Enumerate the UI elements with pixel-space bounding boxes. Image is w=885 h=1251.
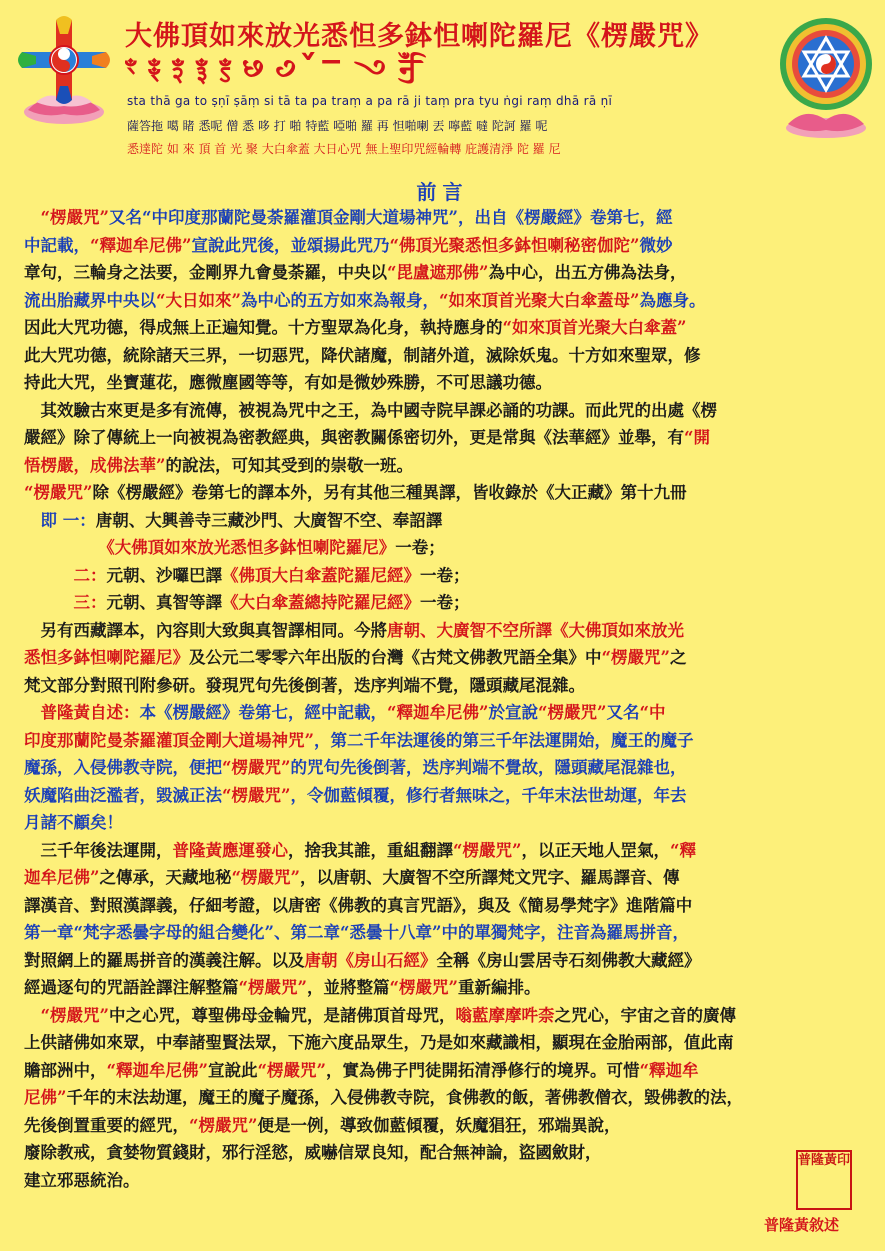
text-segment: “釋迦牟: [639, 1060, 699, 1080]
text-segment: 梵文部分對照刊附參研。發現咒句先後倒著，迭序判端不覺，隱頭藏尾混雜。: [24, 675, 585, 695]
text-segment: “楞嚴咒”: [257, 1060, 326, 1080]
text-segment: 先後倒置重要的經咒，: [24, 1115, 189, 1135]
text-segment: “楞嚴咒”: [231, 868, 300, 887]
text-segment: 的說法，可知其受到的崇敬一班。: [165, 455, 413, 475]
text-segment: “楞嚴咒”: [601, 648, 670, 667]
text-segment: 月諸不顧矣！: [24, 813, 123, 832]
text-line: [24, 534, 864, 562]
text-segment: “楞嚴咒”: [24, 483, 93, 502]
text-segment: 唐朝、大廣智不空所譯: [387, 620, 552, 640]
text-segment: 《大佛頂如來放光悉怛多鉢怛喇陀羅尼》: [106, 538, 396, 557]
text-line: [24, 1167, 864, 1195]
text-line: [24, 259, 864, 287]
author-seal: 普隆黃印: [796, 1150, 852, 1210]
text-segment: “中: [639, 703, 666, 722]
text-segment: 《佛頂大白傘蓋陀羅尼經》: [222, 565, 420, 585]
text-segment: 經過逐句的咒語詮譯注解整篇: [24, 978, 239, 997]
text-segment: ，並將整篇: [306, 978, 390, 997]
text-segment: 及公元二零零六年出版的台灣《古梵文佛教咒語全集》中: [189, 648, 602, 667]
text-segment: 二：: [24, 565, 107, 585]
text-line: [24, 1139, 864, 1167]
text-segment: 全稱《房山雲居寺石刻佛教大藏經》: [436, 950, 701, 970]
text-line: [24, 369, 864, 397]
text-segment: 其效驗古來更是多有流傳，被視為咒中之王，為中國寺院早課必誦的功課。而此咒的出處《楞: [24, 400, 717, 420]
text-segment: 唐朝《房山石經》: [304, 950, 437, 970]
text-segment: 除《楞嚴經》卷第七的譯本外，另有其他三種異譯，皆收錄於《大正藏》第十九冊: [92, 483, 687, 502]
text-line: [24, 919, 864, 947]
text-line: [24, 589, 864, 617]
text-segment: 尼佛”: [24, 1088, 67, 1107]
text-segment: 悉怛多鉢怛喇陀羅尼》: [24, 648, 189, 667]
text-segment: 重新編排。: [457, 978, 541, 997]
text-segment: “大日如來”: [156, 290, 241, 310]
text-line: [24, 424, 864, 452]
text-segment: 另有西藏譯本，內容則大致與真智譯相同。今將: [24, 620, 387, 640]
text-segment: “楞嚴咒”: [238, 978, 307, 997]
text-segment: “釋迦牟尼佛”: [106, 1060, 208, 1080]
text-segment: 章句，三輪身之法要，金剛界九會曼荼羅，中央以: [24, 263, 387, 282]
text-segment: 悟楞嚴，成佛法華”: [24, 455, 166, 475]
text-line: [24, 1057, 864, 1085]
text-segment: “楞嚴咒”: [222, 785, 291, 805]
text-segment: 本《楞嚴經》卷第七，經中記載，: [139, 703, 387, 722]
text-segment: “如來頂首光聚大白傘蓋”: [502, 318, 687, 337]
roman-transliteration-line: sta thā ga to ṣṇī ṣāṃ si tā ta pa traṃ a pa rā ji taṃ pra tyu ṅgi raṃ dhā rā ṇī: [127, 94, 613, 108]
text-segment: 便是一例，導致伽藍傾覆，妖魔猖狂，邪端異說，: [257, 1115, 621, 1135]
text-segment: 千年的末法劫運，魔王的魔子魔孫，入侵佛教寺院，食佛教的飯，著佛教僧衣，毀佛教的法，: [66, 1088, 743, 1107]
text-segment: “楞嚴咒”: [24, 1005, 109, 1025]
text-line: [24, 727, 864, 755]
text-segment: “佛頂光聚悉怛多鉢怛喇秘密伽陀”: [389, 235, 640, 255]
text-segment: “釋: [669, 840, 696, 860]
text-segment: 此大咒功德，統除諸天三界，一切惡咒，降伏諸魔，制諸外道，滅除妖鬼。十方如來聖眾，修: [24, 345, 701, 365]
text-segment: 之咒心，宇宙之音的廣傳: [554, 1005, 736, 1025]
text-line: [24, 782, 864, 810]
text-line: [24, 507, 864, 535]
text-segment: 又名“中印度那蘭陀曼荼羅灌頂金剛大道場神咒”，出自《楞嚴經》卷第七，經: [108, 208, 673, 227]
text-line: [24, 1029, 864, 1057]
chinese-meaning-line: 悉達陀 如 來 頂 首 光 聚 大白傘蓋 大日心咒 無上聖印咒經輪轉 庇護清淨 陀 羅 尼: [127, 142, 561, 156]
text-line: [24, 287, 864, 315]
text-segment: “釋迦牟尼佛”: [387, 703, 489, 722]
preface-heading: 前言: [416, 180, 469, 204]
text-segment: ，令伽藍傾覆，修行者無味之，千年末法世劫運，年去: [290, 785, 687, 805]
text-line: [24, 974, 864, 1002]
text-segment: 之: [669, 648, 687, 667]
text-segment: “楞嚴咒”: [189, 1115, 258, 1135]
text-segment: 三千年後法運開，: [24, 840, 173, 860]
text-segment: 魔孫，入侵佛教寺院，便把: [24, 758, 222, 777]
text-segment: 贍部洲中，: [24, 1060, 107, 1080]
text-segment: “楞嚴咒”: [453, 840, 522, 860]
text-segment: 建立邪惡統治。: [24, 1170, 140, 1190]
text-segment: 因此大咒功德，得成無上正遍知覺。十方聖眾為化身，執持應身的: [24, 318, 503, 337]
text-segment: 一卷；: [420, 565, 470, 585]
text-line: [24, 342, 864, 370]
text-line: [24, 1112, 864, 1140]
text-segment: 迦牟尼佛”: [24, 868, 100, 887]
text-segment: “開: [684, 428, 710, 447]
text-line: [24, 754, 864, 782]
text-segment: 第一章“梵字悉曇字母的組合變化”、第二章“悉曇十八章”中的單獨梵字，注音為羅馬拼音，: [24, 923, 689, 942]
text-line: [24, 644, 864, 672]
text-segment: 譯漢音、對照漢譯義，仔細考證，以唐密《佛教的真言咒語》，與及《簡易學梵字》進階篇中: [24, 895, 693, 915]
text-segment: 上供諸佛如來眾，中奉諸聖賢法眾，下施六度品眾生，乃是如來藏識相，顯現在金胎兩部，值此南: [24, 1033, 734, 1052]
text-segment: 微妙: [639, 235, 673, 255]
text-segment: “楞嚴咒”: [389, 978, 458, 997]
chinese-sound-line: 薩答拖 噶 睹 悉呢 僧 悉 哆 打 啪 特藍 啞啪 羅 再 怛啪喇 丟 嚀藍 噠 陀訶 羅 呢: [127, 119, 548, 133]
text-segment: 於宣說: [488, 703, 538, 722]
text-segment: 對照網上的羅馬拼音的漢義注解。以及: [24, 950, 305, 970]
text-line: [24, 479, 864, 507]
text-segment: “楞嚴咒”: [24, 208, 109, 227]
text-segment: 元朝、沙囉巴譯: [106, 565, 222, 585]
main-title: 大佛頂如來放光悉怛多鉢怛喇陀羅尼《楞嚴咒》: [125, 21, 713, 52]
text-segment: 元朝、真智等譯: [106, 593, 222, 612]
text-segment: ，以唐朝、大廣智不空所譯梵文咒字、羅馬譯音、傳: [299, 868, 680, 887]
text-segment: 即 一：: [24, 510, 96, 530]
text-segment: 唐朝、大興善寺三藏沙門、大廣智不空、奉詔譯: [95, 510, 443, 530]
text-segment: 為中心，出五方佛為法身，: [488, 263, 687, 282]
text-line: [24, 672, 864, 700]
text-segment: 印度那蘭陀曼荼羅灌頂金剛大道場神咒”: [24, 730, 314, 750]
text-segment: 中記載，: [24, 235, 90, 255]
text-segment: 妖魔陷曲泛濫者，毀滅正法: [24, 785, 222, 805]
text-line: [24, 892, 864, 920]
text-segment: 一卷；: [395, 538, 445, 557]
text-segment: ，以正天地人罡氣，: [521, 840, 670, 860]
text-segment: 《大白傘蓋總持陀羅尼經》: [222, 593, 420, 612]
text-segment: 嚴經》除了傳統上一向被視為密教經典，與密教關係密切外，更是常與《法華經》並舉，有: [24, 428, 684, 447]
text-line: [24, 699, 864, 727]
text-segment: 嗡藍摩摩吽柰: [455, 1005, 555, 1025]
text-segment: 一卷；: [420, 593, 470, 612]
text-line: [24, 1002, 864, 1030]
text-line: [24, 397, 864, 425]
siddham-script-line: ꣳ ꣴ ꣵ ꣶ ꣷ ꣸ ꣹ ꣺ ꣻ ꣼ ꣽ: [125, 52, 427, 87]
text-line: [24, 809, 864, 837]
text-line: [24, 837, 864, 865]
text-segment: “楞嚴咒”: [537, 703, 607, 722]
text-segment: [24, 538, 107, 557]
text-segment: 中之心咒，尊聖佛母金輪咒，是諸佛頂首母咒，: [108, 1005, 456, 1025]
text-segment: “毘盧遮那佛”: [387, 263, 489, 282]
text-line: [24, 232, 864, 260]
text-line: [24, 204, 864, 232]
text-segment: “釋迦牟尼佛”: [90, 235, 192, 255]
text-segment: “如來頂首光聚大白傘蓋母”: [438, 290, 640, 310]
text-segment: ，實為佛子門徒開拓清淨修行的境界。可惜: [325, 1060, 640, 1080]
text-segment: 又名: [606, 703, 640, 722]
mandala-lotus-icon: [778, 10, 874, 140]
text-segment: 之傳承，天藏地秘: [99, 868, 232, 887]
text-segment: 持此大咒，坐寶蓮花，應微塵國等等，有如是微妙殊勝，不可思議功德。: [24, 373, 552, 392]
text-segment: 宣說此咒後，並頌揚此咒乃: [191, 235, 390, 255]
text-segment: “楞嚴咒”: [222, 758, 291, 777]
text-segment: 廢除教戒，貪婪物質錢財，邪行淫慾，威嚇信眾良知，配合無神論，盜國斂財，: [24, 1143, 602, 1162]
text-line: [24, 562, 864, 590]
text-segment: 的咒句先後倒著，迭序判端不覺故，隱頭藏尾混雜也，: [290, 758, 687, 777]
text-line: [24, 947, 864, 975]
author-signature: 普隆黃敘述: [764, 1216, 840, 1234]
text-line: [24, 452, 864, 480]
text-segment: 流出胎藏界中央以: [24, 290, 156, 310]
text-segment: 《大佛頂如來放光: [552, 620, 684, 640]
text-segment: 普隆黃應運發心: [172, 840, 288, 860]
text-segment: ，第二千年法運後的第三千年法運開始，魔王的魔子: [314, 730, 694, 750]
text-segment: 三：: [24, 593, 107, 612]
text-line: [24, 864, 864, 892]
text-line: [24, 617, 864, 645]
text-line: [24, 1084, 864, 1112]
text-segment: 宣說此: [207, 1060, 258, 1080]
text-segment: ，捨我其誰，重組翻譯: [288, 840, 453, 860]
text-segment: 為中心的五方如來為報身，: [240, 290, 439, 310]
vajra-emblem-icon: [14, 14, 114, 126]
text-segment: 為應身。: [639, 290, 706, 310]
preface-body: [24, 204, 864, 1194]
text-segment: 普隆黃自述：: [24, 703, 140, 722]
text-line: [24, 314, 864, 342]
